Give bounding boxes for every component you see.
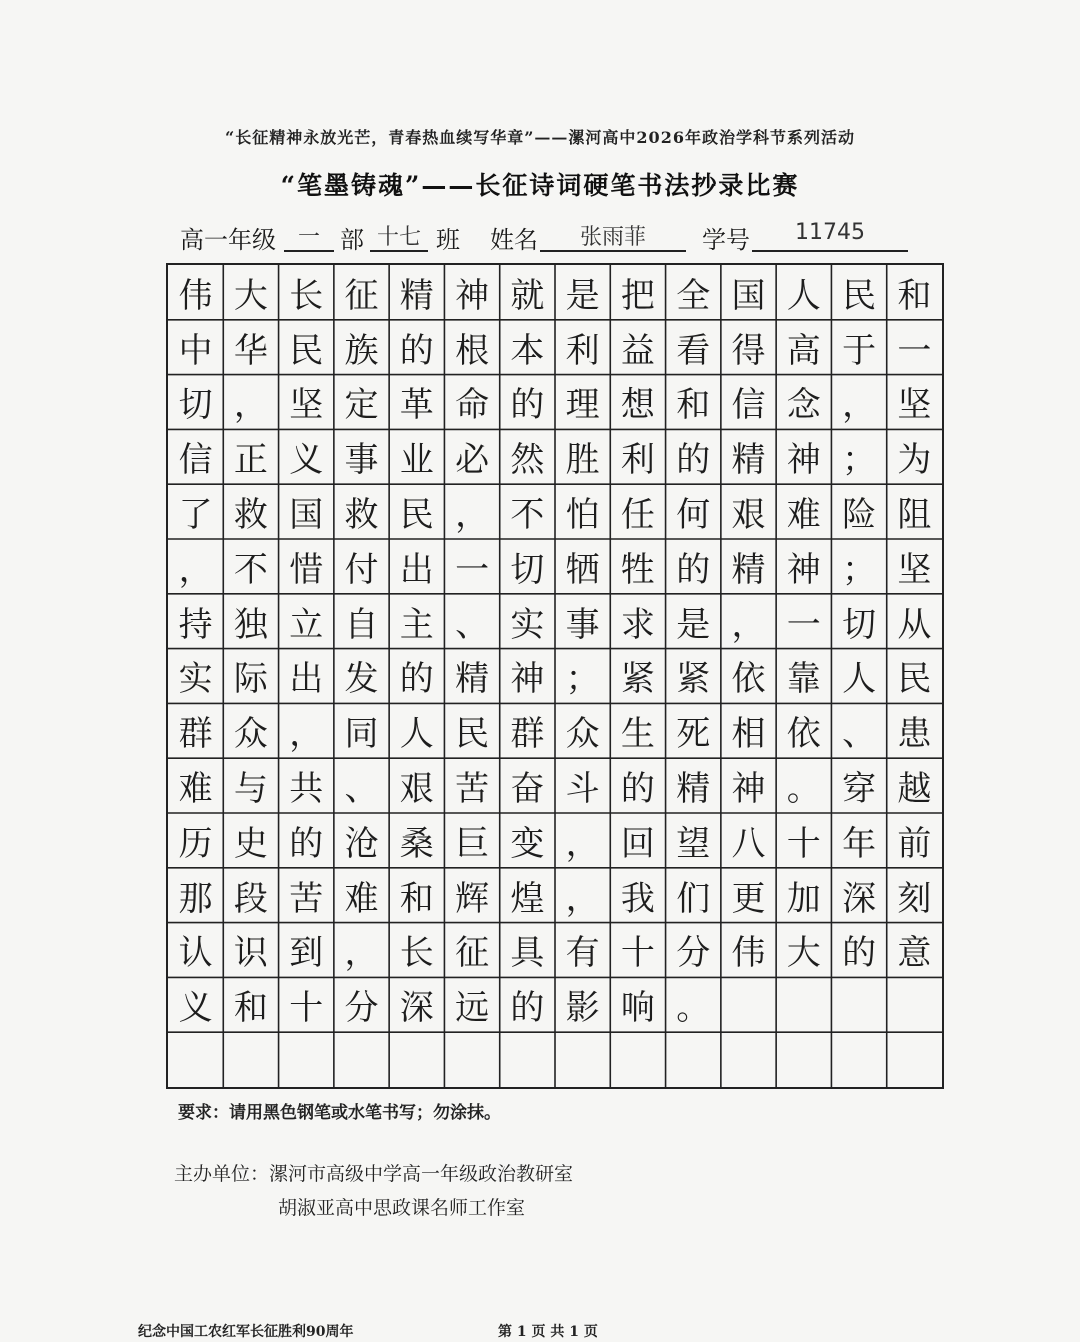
grid-cell: 理: [565, 385, 600, 426]
grid-cell: 付: [344, 549, 379, 590]
grid-cell: 国: [289, 495, 324, 536]
grid-cell: 际: [233, 659, 268, 700]
grid-cell: [831, 1032, 886, 1087]
grid-cell: 伟: [731, 933, 766, 974]
grid-cell: 十: [786, 823, 821, 864]
grid-cell: 更: [731, 878, 766, 919]
grid-cell: 从: [897, 604, 932, 645]
grid-cell: 是: [565, 275, 600, 316]
grid-cell: 出: [289, 659, 324, 700]
grid-cell: ，: [178, 549, 213, 590]
grid-cell: 同: [344, 714, 379, 755]
grid-cell: 的: [676, 549, 711, 590]
grid-cell: 为: [897, 440, 932, 481]
grid-cell: 大: [233, 275, 268, 316]
grid-cell: [721, 1032, 776, 1087]
grid-cell: 煌: [510, 878, 545, 919]
grid-cells: [168, 265, 942, 1087]
grid-cell: 史: [233, 823, 268, 864]
grid-cell: 想: [620, 385, 655, 426]
grid-cell: [389, 1032, 444, 1087]
grid-cell: 和: [676, 385, 711, 426]
grid-cell: 响: [620, 988, 655, 1029]
grid-cell: 民: [842, 275, 877, 316]
grid-cell: 求: [620, 604, 655, 645]
grid-cell: 辉: [455, 878, 490, 919]
grid-cell: 、: [842, 714, 877, 755]
grid-cell: 具: [510, 933, 545, 974]
grid-cell: ，: [565, 878, 600, 919]
organizer-block: [174, 1157, 573, 1225]
grid-cell: 神: [786, 440, 821, 481]
grid-cell: 不: [233, 549, 268, 590]
grid-cell: ，: [565, 823, 600, 864]
grid-cell: [776, 1032, 831, 1087]
grid-cell: 患: [897, 714, 932, 755]
grid-cell: 全: [676, 275, 711, 316]
grid-cell: 人: [842, 659, 877, 700]
grid-cell: 相: [731, 714, 766, 755]
grid-cell: ，: [289, 714, 324, 755]
grid-cell: 苦: [455, 769, 490, 810]
writing-grid: [166, 263, 944, 1089]
grid-cell: 定: [344, 385, 379, 426]
grid-cell: 认: [178, 933, 213, 974]
grid-cell: ，: [344, 933, 379, 974]
grid-cell: 与: [233, 769, 268, 810]
grid-cell: 、: [344, 769, 379, 810]
grid-cell: [555, 1032, 610, 1087]
grid-cell: 变: [510, 823, 545, 864]
grid-cell: 自: [344, 604, 379, 645]
grid-cell: 切: [842, 604, 877, 645]
grid-cell: 那: [178, 878, 213, 919]
grid-cell: [887, 977, 942, 1032]
page-title: “笔墨铸魂”——长征诗词硬笔书法抄录比赛: [280, 171, 800, 200]
grid-cell: 坚: [897, 385, 932, 426]
grid-cell: 和: [233, 988, 268, 1029]
grid-cell: 然: [510, 440, 545, 481]
grid-cell: 紧: [620, 659, 655, 700]
grid-cell: 有: [565, 933, 600, 974]
grid-cell: 难: [344, 878, 379, 919]
grid-cell: 利: [565, 330, 600, 371]
grid-cell: 十: [620, 933, 655, 974]
grid-cell: 高: [786, 330, 821, 371]
grid-cell: 巨: [455, 823, 490, 864]
grid-cell: 国: [731, 275, 766, 316]
grid-cell: 。: [676, 988, 711, 1029]
grid-cell: 越: [897, 769, 932, 810]
grid-cell: 伟: [178, 275, 213, 316]
grid-cell: 征: [455, 933, 490, 974]
grid-cell: 回: [620, 823, 655, 864]
grid-cell: 的: [289, 823, 324, 864]
grid-cell: ，: [233, 385, 268, 426]
grid-cell: 影: [565, 988, 600, 1029]
grid-cell: 正: [233, 440, 268, 481]
grid-cell: 民: [399, 495, 434, 536]
grid-cell: 利: [620, 440, 655, 481]
grid-cell: 靠: [786, 659, 821, 700]
department-field: 一: [284, 220, 334, 252]
organizer-line-1: 主办单位：漯河市高级中学高一年级政治教研室: [174, 1163, 574, 1185]
grid-cell: ，: [842, 385, 877, 426]
grid-cell: 牺: [565, 549, 600, 590]
grid-cell: 意: [897, 933, 932, 974]
grid-cell: 信: [178, 440, 213, 481]
grid-cell: 的: [620, 769, 655, 810]
grid-cell: 深: [842, 878, 877, 919]
grade-label: 高一年级: [180, 226, 276, 254]
grid-cell: 了: [178, 495, 213, 536]
grid-cell: 。: [786, 769, 821, 810]
grid-cell: 前: [897, 823, 932, 864]
grid-cell: 深: [399, 988, 434, 1029]
grid-cell: 出: [399, 549, 434, 590]
grid-cell: 桑: [399, 823, 434, 864]
grid-cell: 义: [289, 440, 324, 481]
grid-cell: 神: [455, 275, 490, 316]
grid-cell: [223, 1032, 278, 1087]
class-label: 班: [436, 226, 460, 254]
grid-cell: 持: [178, 604, 213, 645]
grid-cell: 发: [344, 659, 379, 700]
grid-cell: 的: [399, 330, 434, 371]
grid-cell: 艰: [399, 769, 434, 810]
grid-cell: 益: [620, 330, 655, 371]
grid-cell: ；: [842, 440, 877, 481]
grid-cell: 苦: [289, 878, 324, 919]
grid-cell: ；: [842, 549, 877, 590]
page-number: 第 1 页 共 1 页: [498, 1324, 598, 1340]
department-label: 部: [340, 226, 364, 254]
class-field: 十七: [370, 220, 428, 252]
grid-cell: 斗: [565, 769, 600, 810]
grid-cell: 于: [842, 330, 877, 371]
grid-cell: 坚: [897, 549, 932, 590]
grid-cell: 的: [510, 988, 545, 1029]
grid-cell: 众: [233, 714, 268, 755]
grid-cell: 和: [897, 275, 932, 316]
grid-cell: 得: [731, 330, 766, 371]
grid-cell: 任: [620, 495, 655, 536]
grid-cell: 人: [786, 275, 821, 316]
grid-cell: 难: [786, 495, 821, 536]
grid-cell: 沧: [344, 823, 379, 864]
grid-cell: 事: [344, 440, 379, 481]
grid-cell: 义: [178, 988, 213, 1029]
grid-cell: 本: [510, 330, 545, 371]
student-info-line: [180, 220, 920, 256]
grid-cell: 历: [178, 823, 213, 864]
grid-cell: 何: [676, 495, 711, 536]
grid-cell: [279, 1032, 334, 1087]
grid-cell: [444, 1032, 499, 1087]
organizer-line-2: 胡淑亚高中思政课名师工作室: [278, 1197, 526, 1219]
grid-cell: 的: [842, 933, 877, 974]
grid-cell: 中: [178, 330, 213, 371]
grid-cell: 救: [344, 495, 379, 536]
grid-cell: 分: [676, 933, 711, 974]
grid-cell: [610, 1032, 665, 1087]
grid-cell: 民: [897, 659, 932, 700]
grid-cell: 生: [620, 714, 655, 755]
grid-cell: 牲: [620, 549, 655, 590]
grid-cell: 实: [178, 659, 213, 700]
grid-cell: 实: [510, 604, 545, 645]
grid-cell: 是: [676, 604, 711, 645]
grid-cell: 的: [510, 385, 545, 426]
grid-cell: 段: [233, 878, 268, 919]
grid-cell: [776, 977, 831, 1032]
grid-cell: 命: [455, 385, 490, 426]
grid-cell: 神: [731, 769, 766, 810]
grid-cell: 一: [786, 604, 821, 645]
grid-cell: 望: [676, 823, 711, 864]
requirement-note: 要求：请用黑色钢笔或水笔书写；勿涂抹。: [178, 1103, 501, 1123]
grid-cell: 们: [676, 878, 711, 919]
grid-cell: 民: [455, 714, 490, 755]
grid-cell: 刻: [897, 878, 932, 919]
grid-cell: 切: [178, 385, 213, 426]
grid-cell: 事: [565, 604, 600, 645]
grid-cell: 穿: [842, 769, 877, 810]
grid-cell: 民: [289, 330, 324, 371]
grid-cell: 族: [344, 330, 379, 371]
grid-cell: 识: [233, 933, 268, 974]
grid-cell: 精: [455, 659, 490, 700]
grid-cell: 神: [510, 659, 545, 700]
grid-cell: 精: [731, 440, 766, 481]
grid-cell: [887, 1032, 942, 1087]
grid-cell: 切: [510, 549, 545, 590]
grid-cell: [666, 1032, 721, 1087]
grid-cell: 、: [455, 604, 490, 645]
grid-cell: 救: [233, 495, 268, 536]
grid-cell: 年: [842, 823, 877, 864]
grid-cell: [168, 1032, 223, 1087]
grid-cell: 信: [731, 385, 766, 426]
grid-cell: 分: [344, 988, 379, 1029]
grid-cell: 长: [399, 933, 434, 974]
grid-cell: 的: [399, 659, 434, 700]
grid-cell: 群: [510, 714, 545, 755]
grid-cell: 紧: [676, 659, 711, 700]
grid-cell: ，: [455, 495, 490, 536]
grid-cell: 把: [620, 275, 655, 316]
grid-cell: 八: [731, 823, 766, 864]
grid-cell: [334, 1032, 389, 1087]
grid-cell: 的: [676, 440, 711, 481]
grid-cell: 艰: [731, 495, 766, 536]
grid-cell: 人: [399, 714, 434, 755]
grid-cell: 依: [731, 659, 766, 700]
grid-cell: 必: [455, 440, 490, 481]
grid-cell: 一: [897, 330, 932, 371]
grid-cell: 神: [786, 549, 821, 590]
grid-cell: [831, 977, 886, 1032]
grid-cell: 主: [399, 604, 434, 645]
grid-cell: 到: [289, 933, 324, 974]
grid-cell: 依: [786, 714, 821, 755]
grid-cell: 精: [731, 549, 766, 590]
name-field: 张雨菲: [540, 220, 686, 252]
grid-cell: 怕: [565, 495, 600, 536]
grid-cell: 胜: [565, 440, 600, 481]
grid-cell: ，: [731, 604, 766, 645]
name-label: 姓名: [490, 226, 538, 254]
grid-cell: 我: [620, 878, 655, 919]
grid-cell: 险: [842, 495, 877, 536]
grid-cell: [500, 1032, 555, 1087]
grid-cell: 精: [676, 769, 711, 810]
grid-cell: 念: [786, 385, 821, 426]
grid-cell: 和: [399, 878, 434, 919]
grid-cell: 革: [399, 385, 434, 426]
grid-cell: 不: [510, 495, 545, 536]
grid-cell: 群: [178, 714, 213, 755]
grid-cell: 惜: [289, 549, 324, 590]
grid-cell: 根: [455, 330, 490, 371]
grid-cell: 业: [399, 440, 434, 481]
grid-cell: 精: [399, 275, 434, 316]
grid-cell: 众: [565, 714, 600, 755]
grid-cell: 加: [786, 878, 821, 919]
student-id-field: 11745: [752, 220, 908, 252]
grid-cell: 大: [786, 933, 821, 974]
grid-cell: 长: [289, 275, 324, 316]
grid-cell: 看: [676, 330, 711, 371]
grid-cell: 独: [233, 604, 268, 645]
grid-cell: 华: [233, 330, 268, 371]
grid-cell: 远: [455, 988, 490, 1029]
grid-cell: 奋: [510, 769, 545, 810]
grid-cell: 阻: [897, 495, 932, 536]
grid-cell: 坚: [289, 385, 324, 426]
grid-cell: 难: [178, 769, 213, 810]
grid-cell: 死: [676, 714, 711, 755]
grid-cell: 征: [344, 275, 379, 316]
event-subtitle: “长征精神永放光芒，青春热血续写华章”——漯河高中2026年政治学科节系列活动: [225, 128, 855, 147]
grid-cell: 立: [289, 604, 324, 645]
grid-cell: 就: [510, 275, 545, 316]
grid-cell: [721, 977, 776, 1032]
student-id-label: 学号: [702, 226, 750, 254]
grid-cell: 共: [289, 769, 324, 810]
grid-cell: 十: [289, 988, 324, 1029]
grid-cell: 一: [455, 549, 490, 590]
footer-commemoration: 纪念中国工农红军长征胜利90周年: [138, 1324, 354, 1340]
grid-cell: ；: [565, 659, 600, 700]
